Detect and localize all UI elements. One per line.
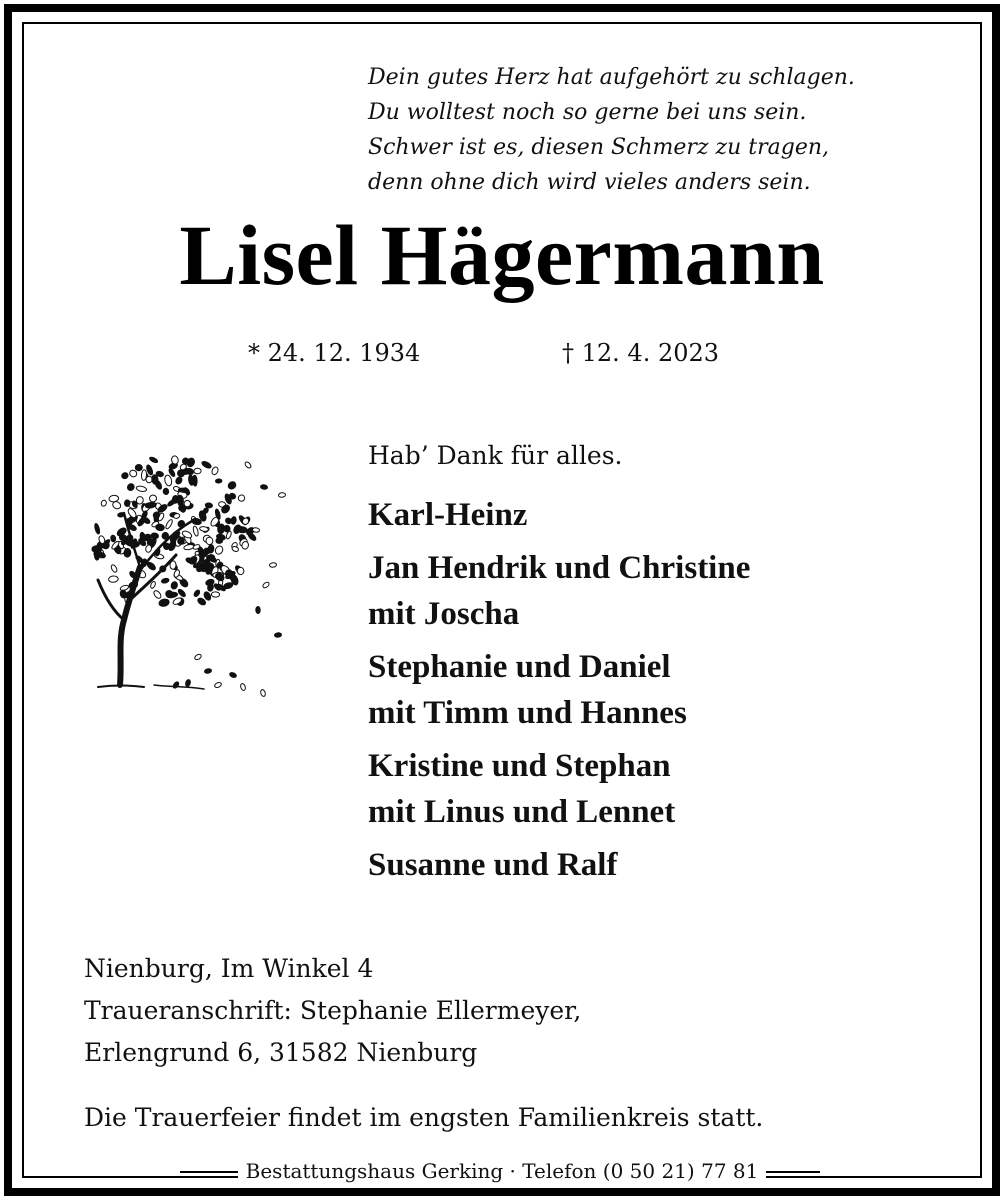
address-line: Nienburg, Im Winkel 4 — [84, 954, 374, 983]
address-block — [84, 948, 581, 1074]
death-date: † 12. 4. 2023 — [562, 339, 720, 367]
family-member: mit Linus und Lennet — [368, 794, 676, 830]
poem-line: Du wolltest noch so gerne bei uns sein. — [368, 100, 807, 125]
family-member: Stephanie und Daniel — [368, 649, 671, 685]
ceremony-note: Die Trauerfeier findet im engsten Familienkreis statt. — [84, 1103, 764, 1132]
poem-line: Schwer ist es, diesen Schmerz zu tragen, — [368, 135, 830, 160]
family-group — [368, 644, 968, 736]
family-group — [368, 743, 968, 835]
poem-line: denn ohne dich wird vieles anders sein. — [368, 170, 811, 195]
family-group — [368, 842, 968, 888]
family-member: Jan Hendrik und Christine — [368, 550, 751, 586]
family-member: Susanne und Ralf — [368, 847, 618, 883]
windblown-tree-icon — [68, 435, 288, 710]
footer — [0, 1156, 1004, 1186]
funeral-home-contact: Bestattungshaus Gerking · Telefon (0 50 21) 77 81 — [238, 1159, 767, 1183]
address-line: Traueranschrift: Stephanie Ellermeyer, — [84, 996, 582, 1025]
thanks-line: Hab’ Dank für alles. — [368, 441, 623, 470]
family-member: mit Timm und Hannes — [368, 695, 687, 731]
birth-date: * 24. 12. 1934 — [248, 339, 421, 367]
poem-line: Dein gutes Herz hat aufgehört zu schlagen. — [368, 65, 855, 90]
family-group — [368, 545, 968, 637]
deceased-name: Lisel Hägermann — [179, 207, 825, 303]
family-member: Karl-Heinz — [368, 497, 528, 533]
family-member: Kristine und Stephan — [368, 748, 671, 784]
family-list — [368, 492, 968, 895]
poem — [368, 60, 968, 200]
family-group — [368, 492, 968, 538]
address-line: Erlengrund 6, 31582 Nienburg — [84, 1038, 478, 1067]
family-member: mit Joscha — [368, 596, 520, 632]
